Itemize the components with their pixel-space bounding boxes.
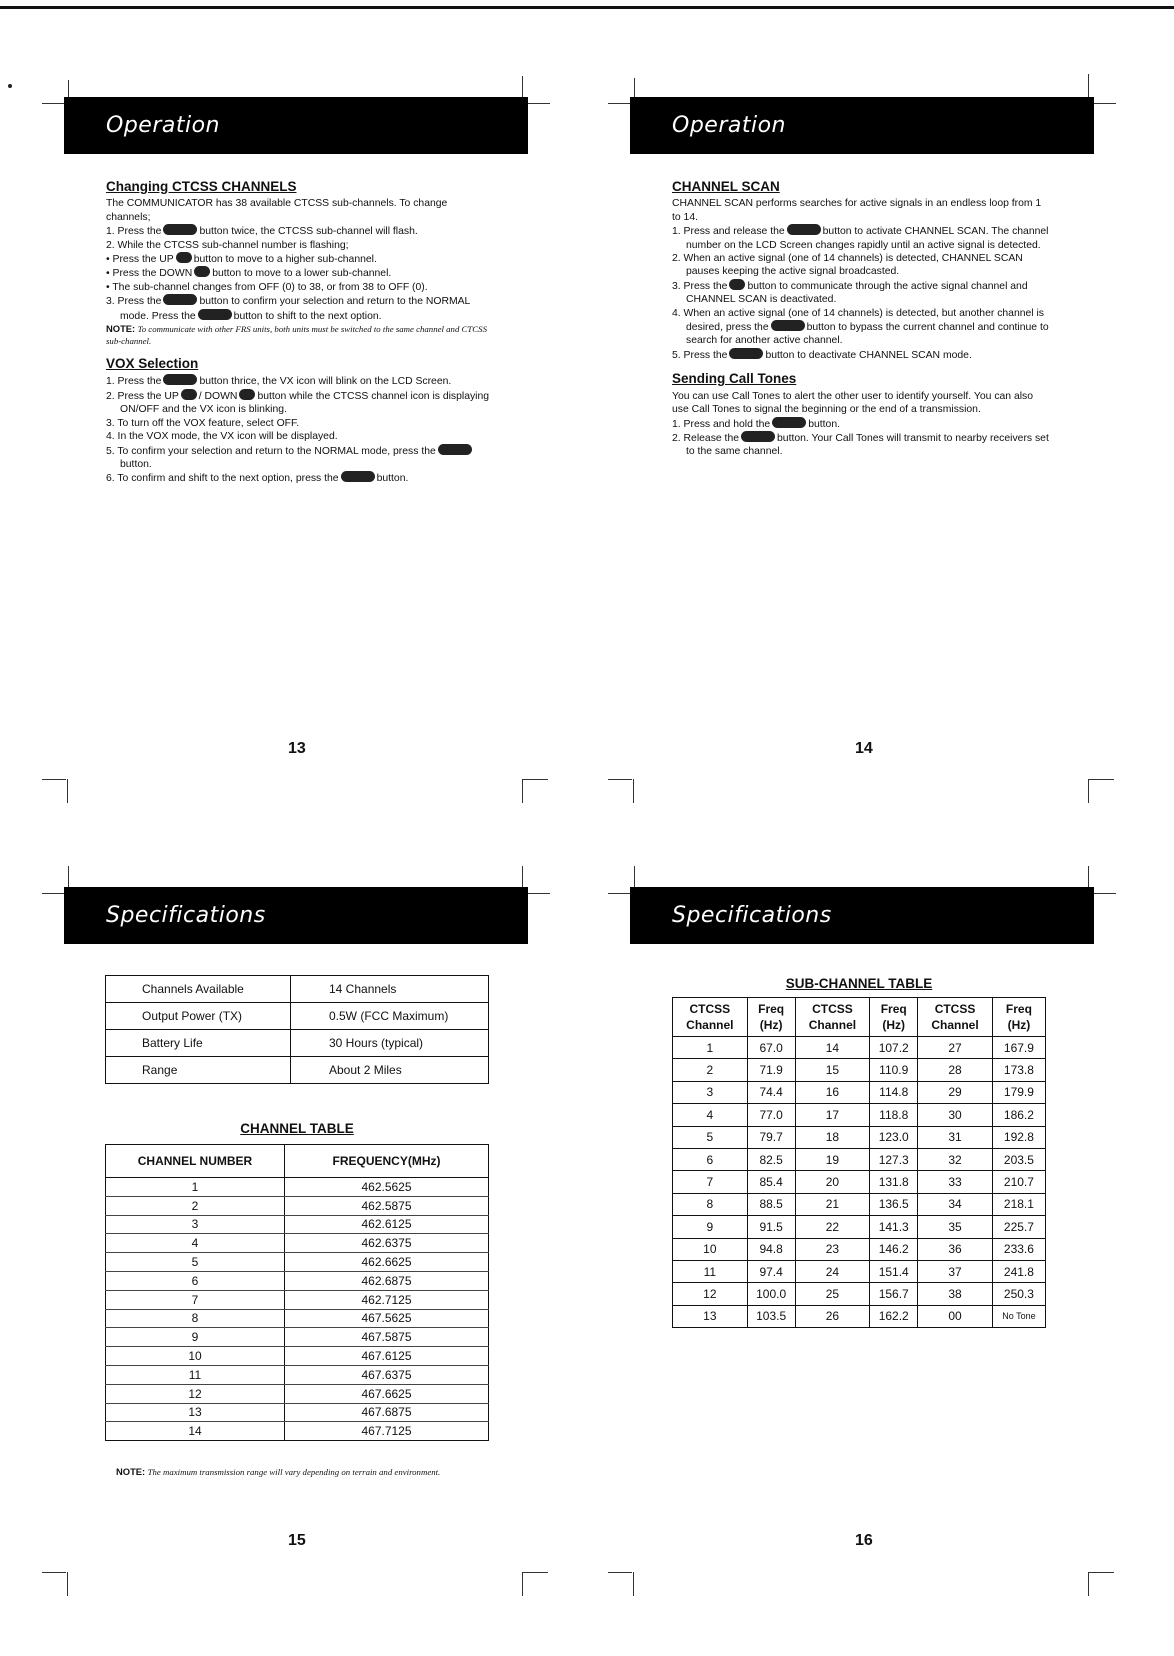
crop-mark xyxy=(1088,1572,1114,1573)
freq-cell: 91.5 xyxy=(747,1216,795,1238)
ctcss-channel-cell: 22 xyxy=(795,1216,870,1238)
ctcss-bullet-range: • The sub-channel changes from OFF (0) to 38, or from 38 to OFF (0). xyxy=(106,281,428,293)
channel-scan-intro: CHANNEL SCAN performs searches for active signals in an endless loop from 1 to 14. xyxy=(672,198,1042,223)
table-row xyxy=(106,1384,489,1403)
freq-cell: 136.5 xyxy=(870,1193,918,1215)
ctcss-note: NOTE: To communicate with other FRS units, both units must be switched to the same channel and CTCSS sub-channel. xyxy=(106,323,487,347)
ctcss-channel-cell: 20 xyxy=(795,1171,870,1193)
freq-cell: 103.5 xyxy=(747,1305,795,1327)
channel-number-cell: 2 xyxy=(106,1196,285,1215)
freq-cell: 131.8 xyxy=(870,1171,918,1193)
vox-step-6: 6. To confirm and shift to the next option, press the button. xyxy=(106,473,409,485)
channel-number-cell: 9 xyxy=(106,1328,285,1347)
ctcss-title: Changing CTCSS CHANNELS xyxy=(106,179,297,194)
ptt-button-icon xyxy=(438,444,472,455)
freq-cell: 225.7 xyxy=(992,1216,1045,1238)
table-row xyxy=(106,1328,489,1347)
freq-cell: 241.8 xyxy=(992,1260,1045,1282)
top-border-line xyxy=(0,6,1174,9)
scan-step-2: 2. When an active signal (one of 14 channels) is detected, CHANNEL SCAN pauses keeping the active signal broadcasted. xyxy=(672,253,1023,278)
ctcss-channel-cell: 18 xyxy=(795,1126,870,1148)
channel-number-cell: 3 xyxy=(106,1215,285,1234)
freq-cell: 67.0 xyxy=(747,1037,795,1059)
scan-step-5: 5. Press the button to deactivate CHANNEL SCAN mode. xyxy=(672,349,972,361)
ctcss-channel-cell: 24 xyxy=(795,1260,870,1282)
crop-mark xyxy=(608,1572,632,1573)
crop-mark xyxy=(68,80,69,98)
ctcss-channel-cell: 26 xyxy=(795,1305,870,1327)
freq-header: Freq (Hz) xyxy=(992,998,1045,1037)
table-header-row: CHANNEL NUMBER FREQUENCY(MHz) xyxy=(106,1145,489,1178)
vox-title: VOX Selection xyxy=(106,356,199,372)
page-number: 16 xyxy=(855,1532,873,1549)
crop-mark xyxy=(522,1572,523,1596)
freq-cell: 210.7 xyxy=(992,1171,1045,1193)
table-row xyxy=(106,1365,489,1384)
ctcss-channel-cell: 27 xyxy=(918,1037,993,1059)
channel-number-cell: 10 xyxy=(106,1347,285,1366)
crop-mark xyxy=(67,1572,68,1596)
section-header-specifications: Specifications xyxy=(64,887,528,944)
sub-channel-table xyxy=(672,997,1046,1328)
freq-cell: 233.6 xyxy=(992,1238,1045,1260)
page-number: 15 xyxy=(288,1532,306,1549)
freq-cell: 82.5 xyxy=(747,1148,795,1170)
table-row xyxy=(673,1260,1046,1282)
channel-number-cell: 5 xyxy=(106,1253,285,1272)
freq-cell: 97.4 xyxy=(747,1260,795,1282)
vox-section xyxy=(106,357,490,486)
table-row xyxy=(106,1234,489,1253)
channel-number-cell: 11 xyxy=(106,1365,285,1384)
table-row xyxy=(106,1347,489,1366)
up-button-icon xyxy=(176,252,192,263)
freq-cell: 146.2 xyxy=(870,1238,918,1260)
freq-cell: 167.9 xyxy=(992,1037,1045,1059)
table-header-row xyxy=(673,998,1046,1037)
ctcss-channel-cell: 12 xyxy=(673,1283,748,1305)
ctcss-step-3: 3. Press the button to confirm your selection and return to the NORMAL mode. Press the button to shift to the next option. xyxy=(106,296,470,322)
ctcss-bullet-up: • Press the UP button to move to a higher sub-channel. xyxy=(106,254,377,266)
ctcss-channel-cell: 16 xyxy=(795,1081,870,1103)
table-row xyxy=(673,1148,1046,1170)
crop-mark xyxy=(42,893,64,894)
ptt-button-icon xyxy=(729,279,745,290)
frequency-cell: 462.6875 xyxy=(285,1271,489,1290)
ctcss-channel-cell: 6 xyxy=(673,1148,748,1170)
range-note: NOTE: The maximum transmission range will vary depending on terrain and environment. xyxy=(116,1466,441,1477)
ctcss-channel-cell: 1 xyxy=(673,1037,748,1059)
call-tones-section xyxy=(672,372,1052,458)
crop-mark xyxy=(522,76,523,98)
crop-mark xyxy=(1088,1572,1089,1596)
channel-table xyxy=(105,1144,489,1441)
frequency-cell: 467.6125 xyxy=(285,1347,489,1366)
crop-mark xyxy=(528,103,550,104)
table-row xyxy=(673,1193,1046,1215)
crop-mark xyxy=(633,779,634,803)
call-button-icon xyxy=(772,417,806,428)
vox-step-1: 1. Press the button thrice, the VX icon will blink on the LCD Screen. xyxy=(106,376,452,388)
tones-step-2: 2. Release the button. Your Call Tones will transmit to nearby receivers set to the same channel. xyxy=(672,432,1049,458)
ctcss-channel-cell: 10 xyxy=(673,1238,748,1260)
table-row: Channels Available 14 Channels xyxy=(106,976,489,1003)
freq-cell: 100.0 xyxy=(747,1283,795,1305)
freq-cell: 74.4 xyxy=(747,1081,795,1103)
ctcss-channel-cell: 11 xyxy=(673,1260,748,1282)
ctcss-section xyxy=(106,180,490,347)
crop-mark xyxy=(42,103,64,104)
ctcss-step-1: 1. Press the button twice, the CTCSS sub-channel will flash. xyxy=(106,226,418,238)
scan-step-4: 4. When an active signal (one of 14 channels) is detected, but another channel is desired, press the button to bypass the current channel and continue to search for another active channel. xyxy=(672,307,1049,347)
table-row xyxy=(106,1403,489,1422)
freq-cell: 203.5 xyxy=(992,1148,1045,1170)
ctcss-channel-cell: 37 xyxy=(918,1260,993,1282)
freq-cell: 94.8 xyxy=(747,1238,795,1260)
up-button-icon xyxy=(181,389,197,400)
frequency-cell: 467.7125 xyxy=(285,1422,489,1441)
ctcss-channel-cell: 33 xyxy=(918,1171,993,1193)
ctcss-channel-cell: 9 xyxy=(673,1216,748,1238)
ctcss-channel-cell: 19 xyxy=(795,1148,870,1170)
ctcss-channel-cell: 35 xyxy=(918,1216,993,1238)
mode-button-icon xyxy=(771,320,805,331)
table-row xyxy=(673,1216,1046,1238)
channel-scan-title: CHANNEL SCAN xyxy=(672,179,780,194)
freq-cell: No Tone xyxy=(992,1305,1045,1327)
table-row: Battery Life 30 Hours (typical) xyxy=(106,1030,489,1057)
mode-button-icon xyxy=(341,471,375,482)
freq-cell: 162.2 xyxy=(870,1305,918,1327)
channel-number-cell: 12 xyxy=(106,1384,285,1403)
down-button-icon xyxy=(239,389,255,400)
ctcss-channel-cell: 21 xyxy=(795,1193,870,1215)
frequency-cell: 462.7125 xyxy=(285,1290,489,1309)
ctcss-channel-header: CTCSS Channel xyxy=(795,998,870,1037)
frequency-cell: 462.6375 xyxy=(285,1234,489,1253)
ctcss-channel-cell: 38 xyxy=(918,1283,993,1305)
table-row xyxy=(673,1171,1046,1193)
channel-scan-section xyxy=(672,180,1052,362)
freq-cell: 156.7 xyxy=(870,1283,918,1305)
call-tones-intro: You can use Call Tones to alert the other user to identify yourself. You can also use Call Tones to signal the beginning or the end of a transmission. xyxy=(672,390,1034,416)
crop-mark xyxy=(522,779,523,803)
ctcss-channel-cell: 31 xyxy=(918,1126,993,1148)
table-row xyxy=(673,1126,1046,1148)
ctcss-channel-cell: 34 xyxy=(918,1193,993,1215)
table-row xyxy=(106,1215,489,1234)
freq-header: Freq (Hz) xyxy=(870,998,918,1037)
crop-mark xyxy=(634,866,635,888)
table-row xyxy=(106,1271,489,1290)
freq-cell: 141.3 xyxy=(870,1216,918,1238)
specifications-table xyxy=(105,975,489,1084)
ctcss-channel-cell: 2 xyxy=(673,1059,748,1081)
page-14-content xyxy=(672,180,1052,469)
frequency-cell: 467.6625 xyxy=(285,1384,489,1403)
table-row xyxy=(673,1059,1046,1081)
freq-cell: 110.9 xyxy=(870,1059,918,1081)
ctcss-channel-cell: 8 xyxy=(673,1193,748,1215)
crop-mark xyxy=(608,893,630,894)
channel-number-cell: 7 xyxy=(106,1290,285,1309)
page-number: 14 xyxy=(855,740,873,757)
channel-number-cell: 13 xyxy=(106,1403,285,1422)
freq-cell: 77.0 xyxy=(747,1104,795,1126)
channel-number-cell: 1 xyxy=(106,1178,285,1197)
crop-mark xyxy=(608,779,632,780)
table-row xyxy=(106,1422,489,1441)
ctcss-channel-cell: 4 xyxy=(673,1104,748,1126)
table-row xyxy=(106,1196,489,1215)
frequency-cell: 462.5875 xyxy=(285,1196,489,1215)
crop-mark xyxy=(68,866,69,888)
table-row xyxy=(106,1253,489,1272)
freq-cell: 88.5 xyxy=(747,1193,795,1215)
page-number: 13 xyxy=(288,740,306,757)
section-header-specifications: Specifications xyxy=(630,887,1094,944)
vox-step-3: 3. To turn off the VOX feature, select OFF. xyxy=(106,417,300,429)
mode-button-icon xyxy=(163,374,197,385)
freq-cell: 250.3 xyxy=(992,1283,1045,1305)
down-button-icon xyxy=(194,266,210,277)
frequency-cell: 467.5625 xyxy=(285,1309,489,1328)
ctcss-bullet-down: • Press the DOWN button to move to a lower sub-channel. xyxy=(106,268,392,280)
channel-number-cell: 14 xyxy=(106,1422,285,1441)
scan-speck xyxy=(8,84,12,88)
scan-button-icon xyxy=(787,224,821,235)
table-row xyxy=(673,1305,1046,1327)
crop-mark xyxy=(1088,74,1089,98)
freq-cell: 127.3 xyxy=(870,1148,918,1170)
freq-cell: 71.9 xyxy=(747,1059,795,1081)
ctcss-channel-cell: 5 xyxy=(673,1126,748,1148)
channel-number-cell: 4 xyxy=(106,1234,285,1253)
mode-button-icon xyxy=(163,224,197,235)
ctcss-channel-cell: 17 xyxy=(795,1104,870,1126)
freq-cell: 218.1 xyxy=(992,1193,1045,1215)
ctcss-channel-cell: 3 xyxy=(673,1081,748,1103)
crop-mark xyxy=(522,866,523,888)
ctcss-channel-cell: 29 xyxy=(918,1081,993,1103)
channel-number-cell: 6 xyxy=(106,1271,285,1290)
freq-cell: 79.7 xyxy=(747,1126,795,1148)
crop-mark xyxy=(42,779,66,780)
ctcss-channel-cell: 36 xyxy=(918,1238,993,1260)
crop-mark xyxy=(67,779,68,803)
freq-cell: 173.8 xyxy=(992,1059,1045,1081)
tones-step-1: 1. Press and hold the button. xyxy=(672,418,840,430)
table-row xyxy=(673,1238,1046,1260)
freq-cell: 107.2 xyxy=(870,1037,918,1059)
frequency-cell: 462.6625 xyxy=(285,1253,489,1272)
crop-mark xyxy=(1088,866,1089,888)
crop-mark xyxy=(1088,779,1114,780)
call-tones-title: Sending Call Tones xyxy=(672,371,797,387)
frequency-cell: 467.5875 xyxy=(285,1328,489,1347)
table-row xyxy=(106,1290,489,1309)
frequency-cell: 467.6375 xyxy=(285,1365,489,1384)
section-header-operation: Operation xyxy=(64,97,528,154)
ctcss-channel-cell: 00 xyxy=(918,1305,993,1327)
vox-step-4: 4. In the VOX mode, the VX icon will be displayed. xyxy=(106,431,338,443)
table-row: Range About 2 Miles xyxy=(106,1057,489,1084)
crop-mark xyxy=(608,103,630,104)
crop-mark xyxy=(1094,103,1116,104)
freq-cell: 151.4 xyxy=(870,1260,918,1282)
section-header-operation: Operation xyxy=(630,97,1094,154)
sub-channel-table-title: SUB-CHANNEL TABLE xyxy=(785,976,933,991)
ctcss-channel-cell: 28 xyxy=(918,1059,993,1081)
freq-cell: 192.8 xyxy=(992,1126,1045,1148)
freq-header: Freq (Hz) xyxy=(747,998,795,1037)
freq-cell: 85.4 xyxy=(747,1171,795,1193)
table-row xyxy=(106,1309,489,1328)
vox-step-5: 5. To confirm your selection and return to the NORMAL mode, press thebutton. xyxy=(106,444,490,472)
crop-mark xyxy=(634,78,635,98)
call-button-icon xyxy=(741,431,775,442)
table-row xyxy=(673,1037,1046,1059)
channel-table-title: CHANNEL TABLE xyxy=(240,1121,354,1136)
channel-number-cell: 8 xyxy=(106,1309,285,1328)
frequency-cell: 467.6875 xyxy=(285,1403,489,1422)
vox-step-2: 2. Press the UP / DOWN button while the CTCSS channel icon is displaying ON/OFF and the VX icon is blinking. xyxy=(106,390,490,416)
table-row xyxy=(673,1104,1046,1126)
frequency-cell: 462.6125 xyxy=(285,1215,489,1234)
mode-button-icon xyxy=(198,309,232,320)
crop-mark xyxy=(522,779,548,780)
ctcss-channel-header: CTCSS Channel xyxy=(673,998,748,1037)
scan-step-1: 1. Press and release the button to activate CHANNEL SCAN. The channel number on the LCD Screen changes rapidly until an active signal is detected. xyxy=(672,226,1049,251)
crop-mark xyxy=(1094,893,1116,894)
crop-mark xyxy=(522,1572,548,1573)
ctcss-step-2: 2. While the CTCSS sub-channel number is flashing; xyxy=(106,239,349,251)
scan-step-3: 3. Press the button to communicate through the active signal channel and CHANNEL SCAN is deactivated. xyxy=(672,280,1028,306)
freq-cell: 118.8 xyxy=(870,1104,918,1126)
ctcss-channel-cell: 15 xyxy=(795,1059,870,1081)
table-row xyxy=(673,1081,1046,1103)
ctcss-channel-cell: 30 xyxy=(918,1104,993,1126)
table-row: Output Power (TX) 0.5W (FCC Maximum) xyxy=(106,1003,489,1030)
freq-cell: 114.8 xyxy=(870,1081,918,1103)
ctcss-intro: The COMMUNICATOR has 38 available CTCSS sub-channels. To change channels; xyxy=(106,198,448,223)
ctcss-channel-cell: 32 xyxy=(918,1148,993,1170)
page-13-content xyxy=(106,180,490,496)
crop-mark xyxy=(633,1572,634,1596)
frequency-cell: 462.5625 xyxy=(285,1178,489,1197)
ctcss-channel-cell: 13 xyxy=(673,1305,748,1327)
crop-mark xyxy=(42,1572,66,1573)
freq-cell: 179.9 xyxy=(992,1081,1045,1103)
ptt-button-icon xyxy=(163,294,197,305)
freq-cell: 123.0 xyxy=(870,1126,918,1148)
crop-mark xyxy=(528,893,550,894)
ctcss-channel-cell: 14 xyxy=(795,1037,870,1059)
table-row xyxy=(673,1283,1046,1305)
ctcss-channel-cell: 25 xyxy=(795,1283,870,1305)
ctcss-channel-cell: 7 xyxy=(673,1171,748,1193)
crop-mark xyxy=(1088,779,1089,803)
ctcss-channel-header: CTCSS Channel xyxy=(918,998,993,1037)
table-row xyxy=(106,1178,489,1197)
scan-button-icon xyxy=(729,348,763,359)
freq-cell: 186.2 xyxy=(992,1104,1045,1126)
ctcss-channel-cell: 23 xyxy=(795,1238,870,1260)
